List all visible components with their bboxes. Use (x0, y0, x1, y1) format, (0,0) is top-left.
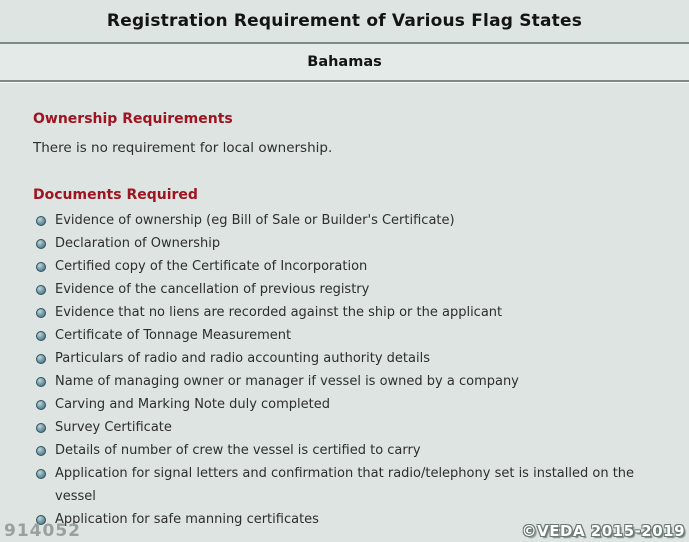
list-item-label: Application for signal letters and confirmation that radio/telephony set is installed on the vessel (55, 466, 635, 504)
bullet-icon (36, 446, 46, 456)
list-item-label: Details of number of crew the vessel is certified to carry (55, 443, 421, 458)
documents-list (33, 209, 679, 531)
list-item (33, 393, 679, 416)
list-item-label: Application for safe manning certificates (55, 512, 319, 527)
list-item (33, 324, 679, 347)
list-item (33, 347, 679, 370)
ownership-requirements-body: There is no requirement for local ownership. (33, 140, 333, 156)
list-item (33, 439, 679, 462)
list-item-label: Certified copy of the Certificate of Incorporation (55, 259, 368, 274)
content (0, 82, 689, 531)
bullet-icon (36, 331, 46, 341)
bullet-icon (36, 308, 46, 318)
list-item (33, 416, 679, 439)
list-item-label: Evidence of the cancellation of previous registry (55, 282, 370, 297)
list-item (33, 301, 679, 324)
flag-state-bar (0, 44, 689, 80)
list-item-label: Particulars of radio and radio accounting authority details (55, 351, 430, 366)
list-item-label: Evidence that no liens are recorded against the ship or the applicant (55, 305, 503, 320)
list-item-label: Name of managing owner or manager if vessel is owned by a company (55, 374, 519, 389)
page-title: Registration Requirement of Various Flag States (106, 11, 583, 31)
watermark-id: 914052 (4, 521, 81, 541)
list-item-label: Survey Certificate (55, 420, 172, 435)
bullet-icon (36, 354, 46, 364)
copyright-stamp: ©VEDA 2015-2019 (521, 522, 685, 540)
bullet-icon (36, 216, 46, 226)
list-item-label: Declaration of Ownership (55, 236, 221, 251)
list-item-label: Carving and Marking Note duly completed (55, 397, 331, 412)
list-item (33, 255, 679, 278)
title-bar (0, 0, 689, 42)
bullet-icon (36, 423, 46, 433)
list-item (33, 232, 679, 255)
bullet-icon (36, 400, 46, 410)
bullet-icon (36, 377, 46, 387)
documents-required-heading: Documents Required (33, 187, 198, 203)
list-item (33, 209, 679, 232)
ownership-requirements-heading: Ownership Requirements (33, 111, 233, 127)
bullet-icon (36, 285, 46, 295)
bullet-icon (36, 469, 46, 479)
list-item-label: Evidence of ownership (eg Bill of Sale or Builder's Certificate) (55, 213, 455, 228)
list-item (33, 462, 679, 508)
flag-state-title: Bahamas (307, 54, 382, 70)
bullet-icon (36, 262, 46, 272)
bullet-icon (36, 239, 46, 249)
list-item (33, 370, 679, 393)
list-item-label: Certificate of Tonnage Measurement (55, 328, 292, 343)
list-item (33, 278, 679, 301)
